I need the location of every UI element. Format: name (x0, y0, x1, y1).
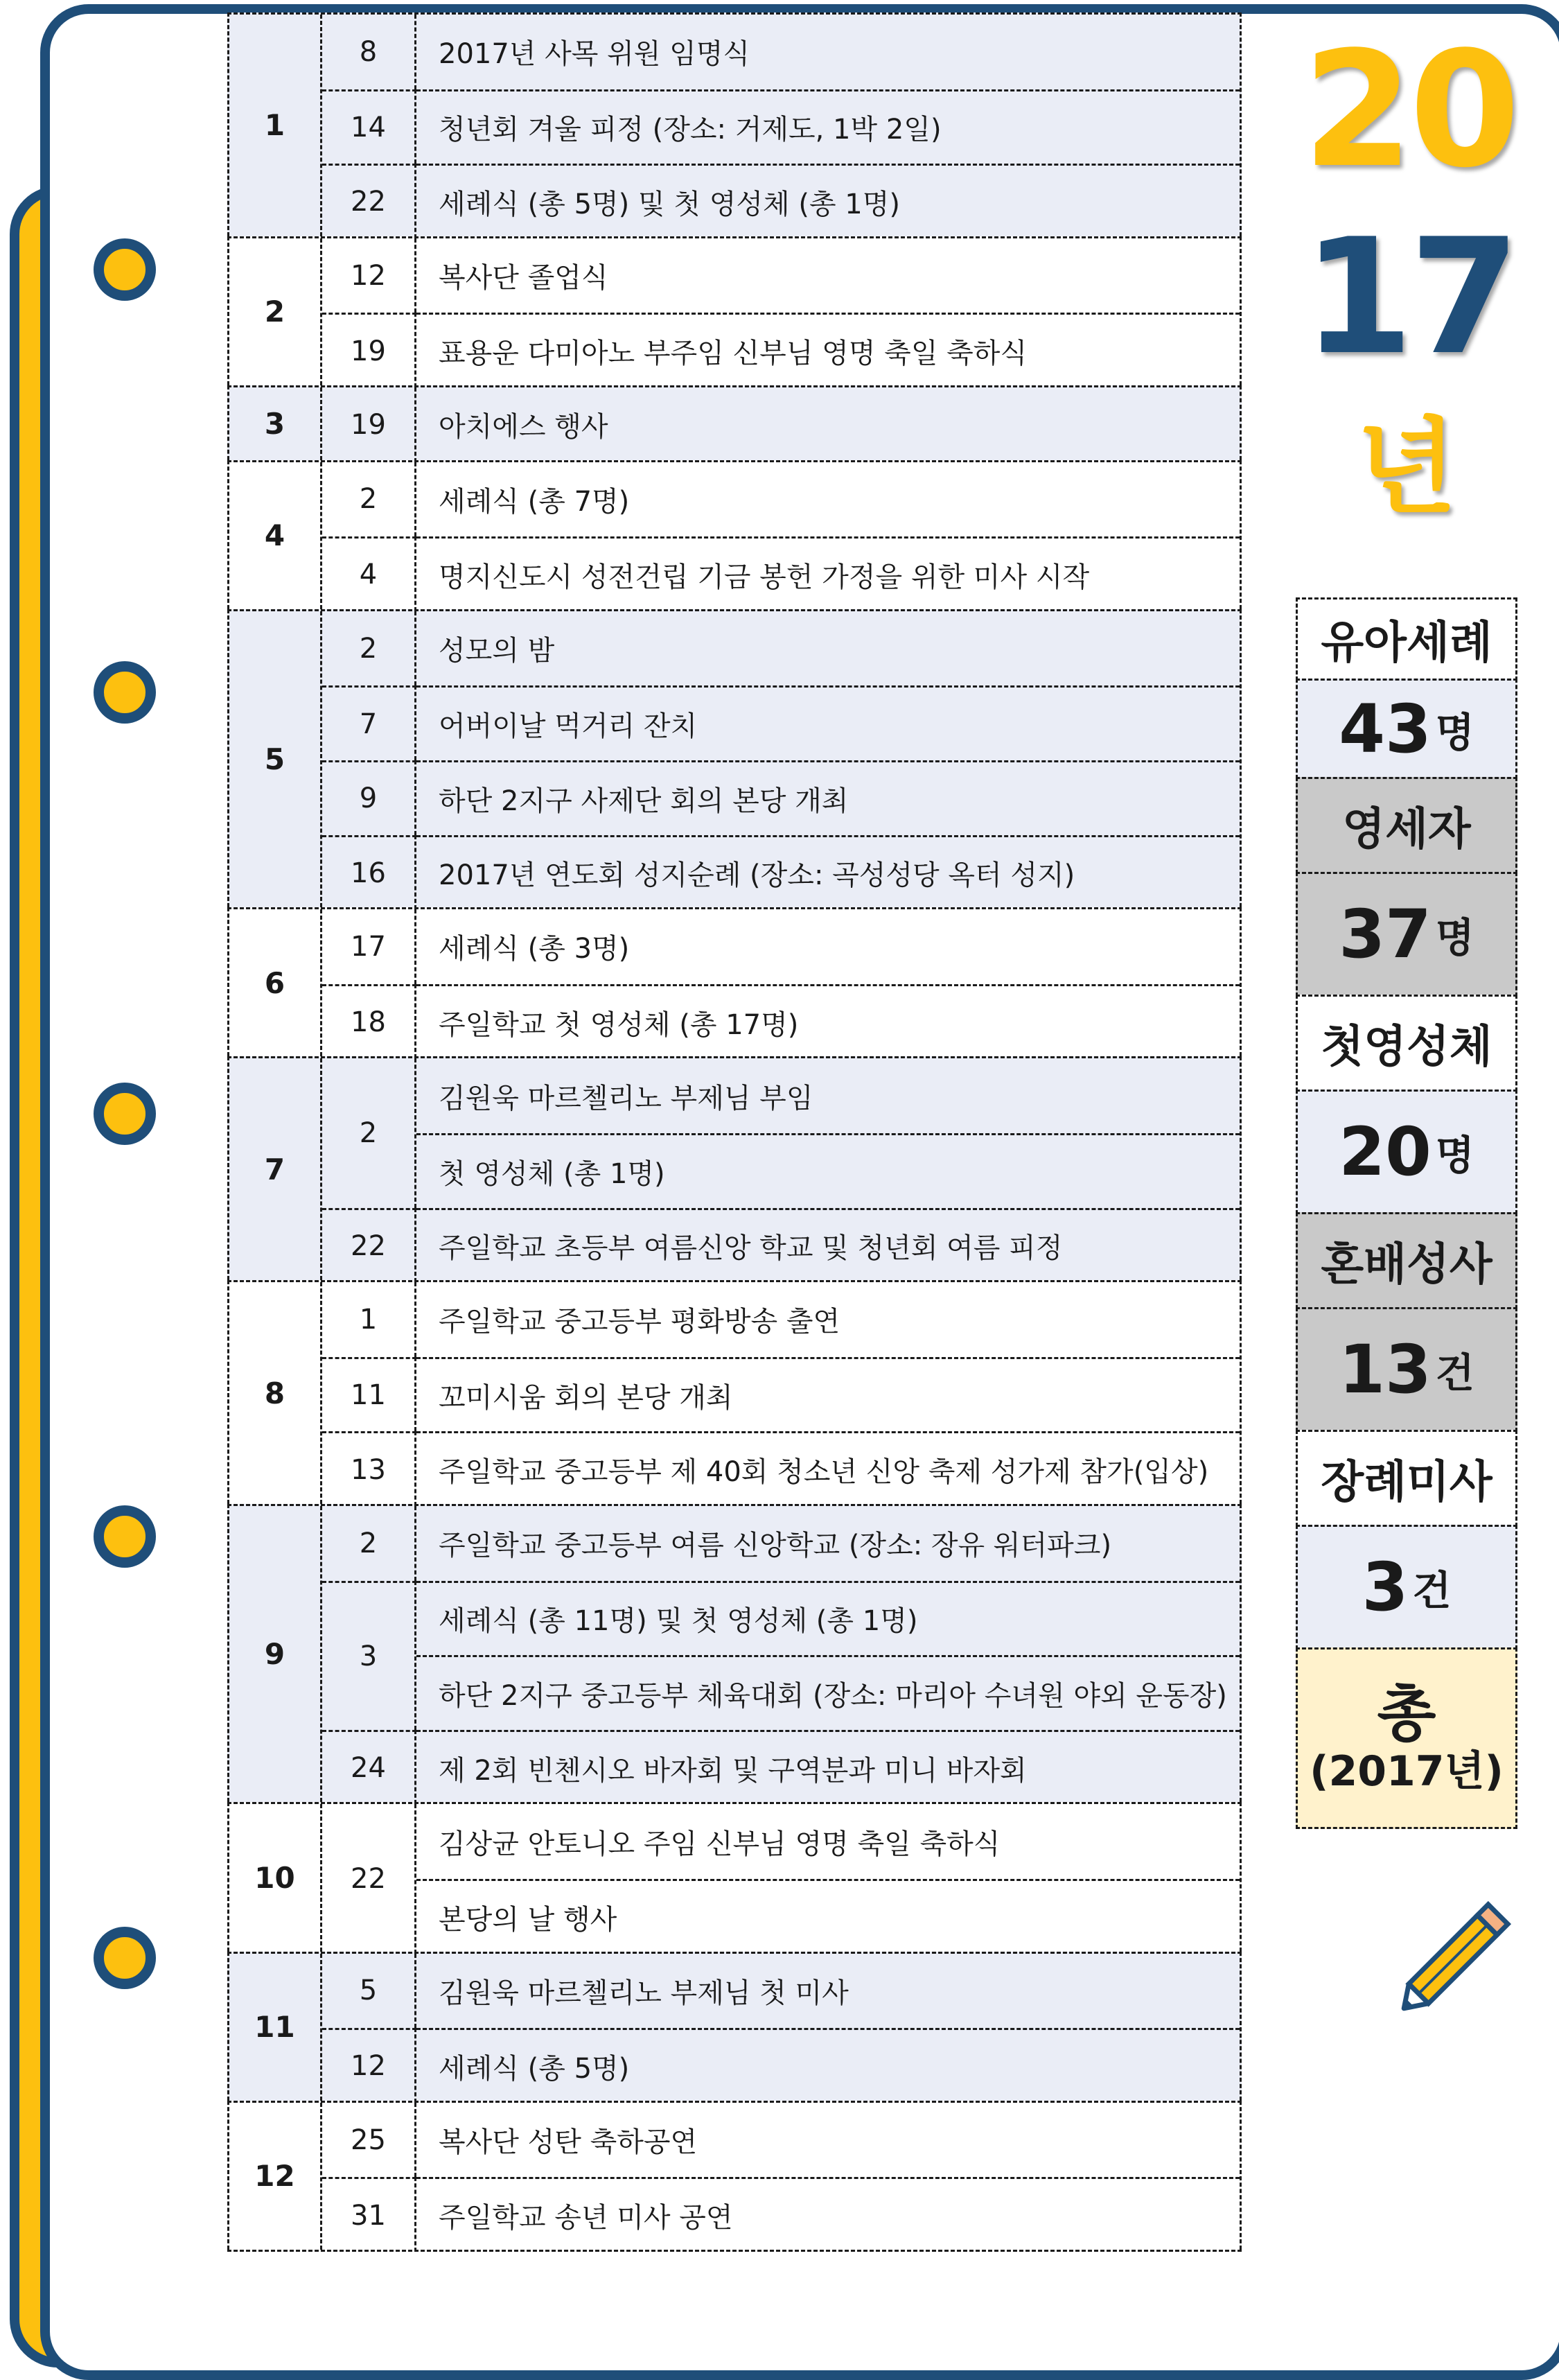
stat-count: 13 (1339, 1331, 1432, 1408)
stat-label: 영세자 (1296, 777, 1517, 874)
stat-value (1296, 1090, 1517, 1214)
event-text: 청년회 겨울 피정 (장소: 거제도, 1박 2일) (416, 89, 1240, 164)
event-text: 주일학교 중고등부 평화방송 출연 (439, 1306, 840, 1338)
table-bottom-border (227, 2250, 1242, 2252)
event-text: 김상균 안토니오 주임 신부님 영명 축일 축하식 (439, 1828, 1001, 1860)
day-number: 31 (322, 2177, 416, 2252)
binder-ring-icon (94, 1927, 156, 1989)
stat-label: 첫영성체 (1296, 995, 1517, 1092)
stat-value (1296, 1307, 1517, 1432)
binder-ring-icon (94, 1505, 156, 1568)
month-group (227, 236, 1242, 385)
event-text: 세례식 (총 11명) 및 첫 영성체 (총 1명) (416, 1581, 1240, 1656)
day-number: 12 (322, 238, 416, 313)
month-number: 12 (229, 2103, 322, 2250)
day-number: 2 (322, 611, 416, 686)
event-text: 주일학교 초등부 여름신앙 학교 및 청년회 여름 피정 (416, 1208, 1240, 1283)
day-number: 19 (322, 387, 416, 462)
stat-count: 37 (1339, 895, 1432, 973)
day-number: 9 (322, 760, 416, 835)
event-text: 하단 2지구 사제단 회의 본당 개최 (416, 760, 1240, 835)
day-number: 7 (322, 685, 416, 760)
event-text: 표용운 다미아노 부주임 신부님 영명 축일 축하식 (416, 313, 1240, 387)
day-number: 22 (322, 1208, 416, 1283)
total-box (1296, 1647, 1517, 1829)
month-number: 1 (229, 15, 322, 236)
event-text: 복사단 졸업식 (439, 262, 608, 295)
event-text: 2017년 연도회 성지순례 (장소: 곡성성당 옥터 성지) (416, 835, 1240, 910)
event-text: 제 2회 빈첸시오 바자회 및 구역분과 미니 바자회 (416, 1730, 1240, 1805)
month-group (227, 460, 1242, 609)
event-text: 명지신도시 성전건립 기금 봉헌 가정을 위한 미사 시작 (416, 536, 1240, 611)
schedule-table (227, 12, 1242, 2265)
day-number: 19 (322, 313, 416, 387)
pencil-icon (1389, 1885, 1527, 2024)
binder-ring-icon (94, 1083, 156, 1145)
day-number: 13 (322, 1431, 416, 1506)
month-number: 2 (229, 238, 322, 385)
event-text: 하단 2지구 중고등부 체육대회 (장소: 마리아 수녀원 야외 운동장) (416, 1655, 1240, 1730)
month-number: 6 (229, 909, 322, 1056)
event-text: 세례식 (총 7명) (439, 485, 630, 518)
day-number: 22 (322, 1804, 416, 1953)
month-group (227, 907, 1242, 1056)
month-group (227, 609, 1242, 907)
event-text: 김원욱 마르첼리노 부제님 부임 (439, 1082, 813, 1114)
day-number: 25 (322, 2103, 416, 2178)
day-number: 2 (322, 462, 416, 537)
stat-value (1296, 679, 1517, 779)
event-text: 복사단 성탄 축하공연 (439, 2126, 698, 2159)
day-number: 2 (322, 1058, 416, 1207)
month-group (227, 12, 1242, 236)
event-text: 김원욱 마르첼리노 부제님 첫 미사 (439, 1977, 849, 2009)
day-number: 16 (322, 835, 416, 910)
month-number: 8 (229, 1282, 322, 1504)
total-title: 총 (1377, 1678, 1436, 1749)
day-number: 1 (322, 1282, 416, 1357)
month-group (227, 1280, 1242, 1504)
event-text: 세례식 (총 3명) (439, 933, 630, 965)
month-group (227, 1952, 1242, 2101)
day-number: 22 (322, 164, 416, 238)
stat-unit: 건 (1435, 1349, 1474, 1397)
event-text: 주일학교 송년 미사 공연 (416, 2177, 1240, 2252)
day-number: 12 (322, 2028, 416, 2103)
year-first-digits: 20 (1303, 18, 1517, 203)
stat-unit: 건 (1412, 1567, 1452, 1614)
month-number: 7 (229, 1058, 322, 1280)
event-text: 아치에스 행사 (439, 411, 608, 444)
month-number: 10 (229, 1804, 322, 1951)
month-group (227, 1802, 1242, 1951)
month-number: 3 (229, 387, 322, 460)
event-text: 주일학교 첫 영성체 (총 17명) (416, 984, 1240, 1059)
year-last-digits: 17 (1303, 205, 1517, 390)
month-group (227, 1056, 1242, 1280)
event-text: 성모의 밤 (439, 635, 555, 667)
event-text: 어버이날 먹거리 잔치 (416, 685, 1240, 760)
day-number: 18 (322, 984, 416, 1059)
total-subtitle: (2017년) (1310, 1747, 1504, 1796)
event-text: 2017년 사목 위원 임명식 (439, 38, 750, 71)
binder-ring-icon (94, 661, 156, 724)
stat-label: 유아세례 (1296, 597, 1517, 681)
stat-unit: 명 (1435, 708, 1474, 756)
stat-value (1296, 872, 1517, 997)
month-number: 9 (229, 1506, 322, 1802)
event-text: 첫 영성체 (총 1명) (416, 1133, 1240, 1208)
year-suffix: 년 (1356, 408, 1457, 528)
day-number: 8 (322, 15, 416, 89)
day-number: 11 (322, 1357, 416, 1432)
month-number: 5 (229, 611, 322, 907)
event-text: 주일학교 중고등부 여름 신앙학교 (장소: 장유 워터파크) (439, 1530, 1112, 1562)
day-number: 4 (322, 536, 416, 611)
event-text: 주일학교 중고등부 제 40회 청소년 신앙 축제 성가제 참가(입상) (416, 1431, 1240, 1506)
day-number: 17 (322, 909, 416, 984)
stat-label: 장례미사 (1296, 1430, 1517, 1527)
event-text: 본당의 날 행사 (416, 1879, 1240, 1954)
month-number: 4 (229, 462, 322, 609)
stat-unit: 명 (1435, 1132, 1474, 1179)
month-group (227, 2101, 1242, 2250)
binder-ring-icon (94, 238, 156, 301)
month-number: 11 (229, 1954, 322, 2101)
stat-count: 43 (1339, 690, 1432, 768)
month-group (227, 385, 1242, 460)
month-group (227, 1504, 1242, 1802)
stat-count: 20 (1339, 1113, 1432, 1191)
event-text: 세례식 (총 5명) (416, 2028, 1240, 2103)
event-text: 꼬미시움 회의 본당 개최 (416, 1357, 1240, 1432)
day-number: 3 (322, 1581, 416, 1730)
stat-value (1296, 1525, 1517, 1650)
day-number: 5 (322, 1954, 416, 2029)
event-text: 세례식 (총 5명) 및 첫 영성체 (총 1명) (416, 164, 1240, 238)
stat-unit: 명 (1435, 914, 1474, 961)
day-number: 24 (322, 1730, 416, 1805)
stat-label: 혼배성사 (1296, 1212, 1517, 1309)
day-number: 14 (322, 89, 416, 164)
day-number: 2 (322, 1506, 416, 1581)
stat-count: 3 (1362, 1548, 1409, 1626)
